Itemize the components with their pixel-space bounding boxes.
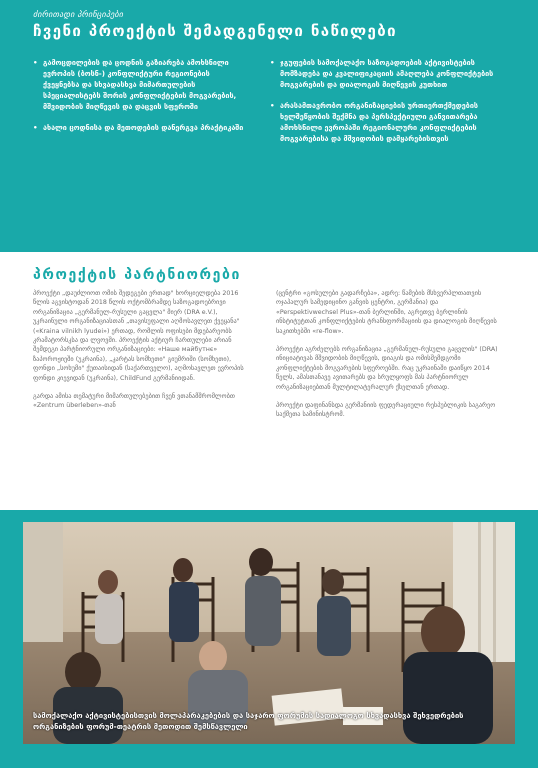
paragraph: პროექტი „დაუძლიოთ ომის შედეგები ერთად" ხორციელდება 2016 წლის აგვისტოდან 2018 წლის ოქტომბრამდე საზოგადოებრივი ორგანიზაცია „გერმანულ-რუსული გაცვლა" მიერ (DRA e.V.), უკრაინული ორგანიზაციასთან „თავისუფალი აღმოსავლეთ ქვეყანა" («Kraina vilnikh lyudei») ერთად, რომლის ოფისები მდებარეობს კრამატორსკსა და ლვოვში. პროექტის აქტიურ ჩართულები არიან შემდეგი პარტნიორული ორგანიზაციები: «Наше майбутнє» ზაპოროჟიეში (უკრაინა), „კარტას სომხეთი" გიუმრიში (სომხეთი), ფონდი „სოხუმი" ქუთაისიდან (საქართველო), აღმოსავლეთ ევროპის ფონდი კიევიდან (უკრაინა), ChildFund გერმანიიდან. — [33, 290, 244, 382]
list-item: • ახალი ცოდნისა და მეთოდების დანერგვა პრაქტიკაში — [33, 122, 245, 133]
paragraph: გარდა ამისა თემატური მიმართულებებით ჩვენ ვთანამშრომლობთ «Zentrum überleben»-თან — [33, 393, 235, 410]
components-list-left — [33, 57, 245, 143]
components-panel — [0, 0, 538, 252]
list-item: • არასამთავრობო ორგანიზაციების ურთიერთქმედების ხელშეწყობის შექმნა და პერსპექტიული განვითარება ამოხსნილი ევროპაში რეგიონალური კონფლიქტების მოგვარებისა და მშვიდობის დამყარებისთვის — [270, 100, 510, 144]
partners-heading: პროექტის პარტნიორები — [33, 267, 241, 283]
section-kicker: ძირითადი პრინციპები — [33, 10, 124, 19]
workshop-photo — [23, 522, 515, 744]
partners-text-right — [276, 289, 502, 429]
list-item: • გამოცდილების და ცოდნის გაზიარება ამოხსნილი ევროპის (ბოსნ-) კონფლიქტური რეგიონების ქვეყნებსა და სხვადასხვა მიმართულების სპეციალისტებს შორის კონფლიქტების მოგვარების, მშვიდობის მიღწევის და დაცვის სფეროში — [33, 57, 245, 112]
section-title: ჩვენი პროექტის შემადგენელი ნაწილები — [33, 22, 397, 40]
list-item: • ჯგუფების სამოქალაქო საზოგადოების აქტივისტების მომზადება და კვალიფიკაციის ამაღლება კონფლიქტების მოგვარების და დიალოგის მიღწევის კუთხით — [270, 57, 510, 90]
components-list-right — [270, 57, 510, 154]
paragraph: (ცენტრი «გოსულები გადარჩება», ადრე: წამების მსხვერპლთათვის ოჯაჰალურ სამედიცინო განვის ცენტრი, გერმანია) და «Perspektivwechsel Plus»-თან ბერლინში, აგრეთვე ბერლინის ინსტიტუტთან კონფლიქტების ტრანსფორმაციის და დიალოგის მიღწევის საკითხებში «re-flow». — [276, 290, 497, 335]
photo-panel — [0, 510, 538, 768]
photo-caption: სამოქალაქო აქტივისტებისთვის მოლაპარაკებების და საჯარო ფორუმის სადიალოგო სხვადასხვა შეხვედრების ორგანიზების ფორუმ-თეატრის მეთოდით შემსწავლელი — [33, 711, 464, 731]
partners-text-left — [33, 289, 249, 420]
paragraph: პროექტი აგრძელებს ორგანიზაცია „გერმანულ-რუსული გაცვლის" (DRA) ინიციატივას მშვიდობის მიღწევის, დიაგის და ომისშემდგომი კონფლიქტების მოგვარების სფეროებში. რაც უკრაინაში დაიწყო 2014 წელს, ამასთანავე ავითარებს და სრულყოფს მას პარტნიორულ ორგანიზაციებთან მულტილატერალურ ქსელთან ერთად. — [276, 346, 498, 391]
paragraph: პროექტი დაფინანსდა გერმანიის ფედერაციული რესპუბლიკის საგარეო საქმეთა სამინისტრომ. — [276, 402, 496, 419]
